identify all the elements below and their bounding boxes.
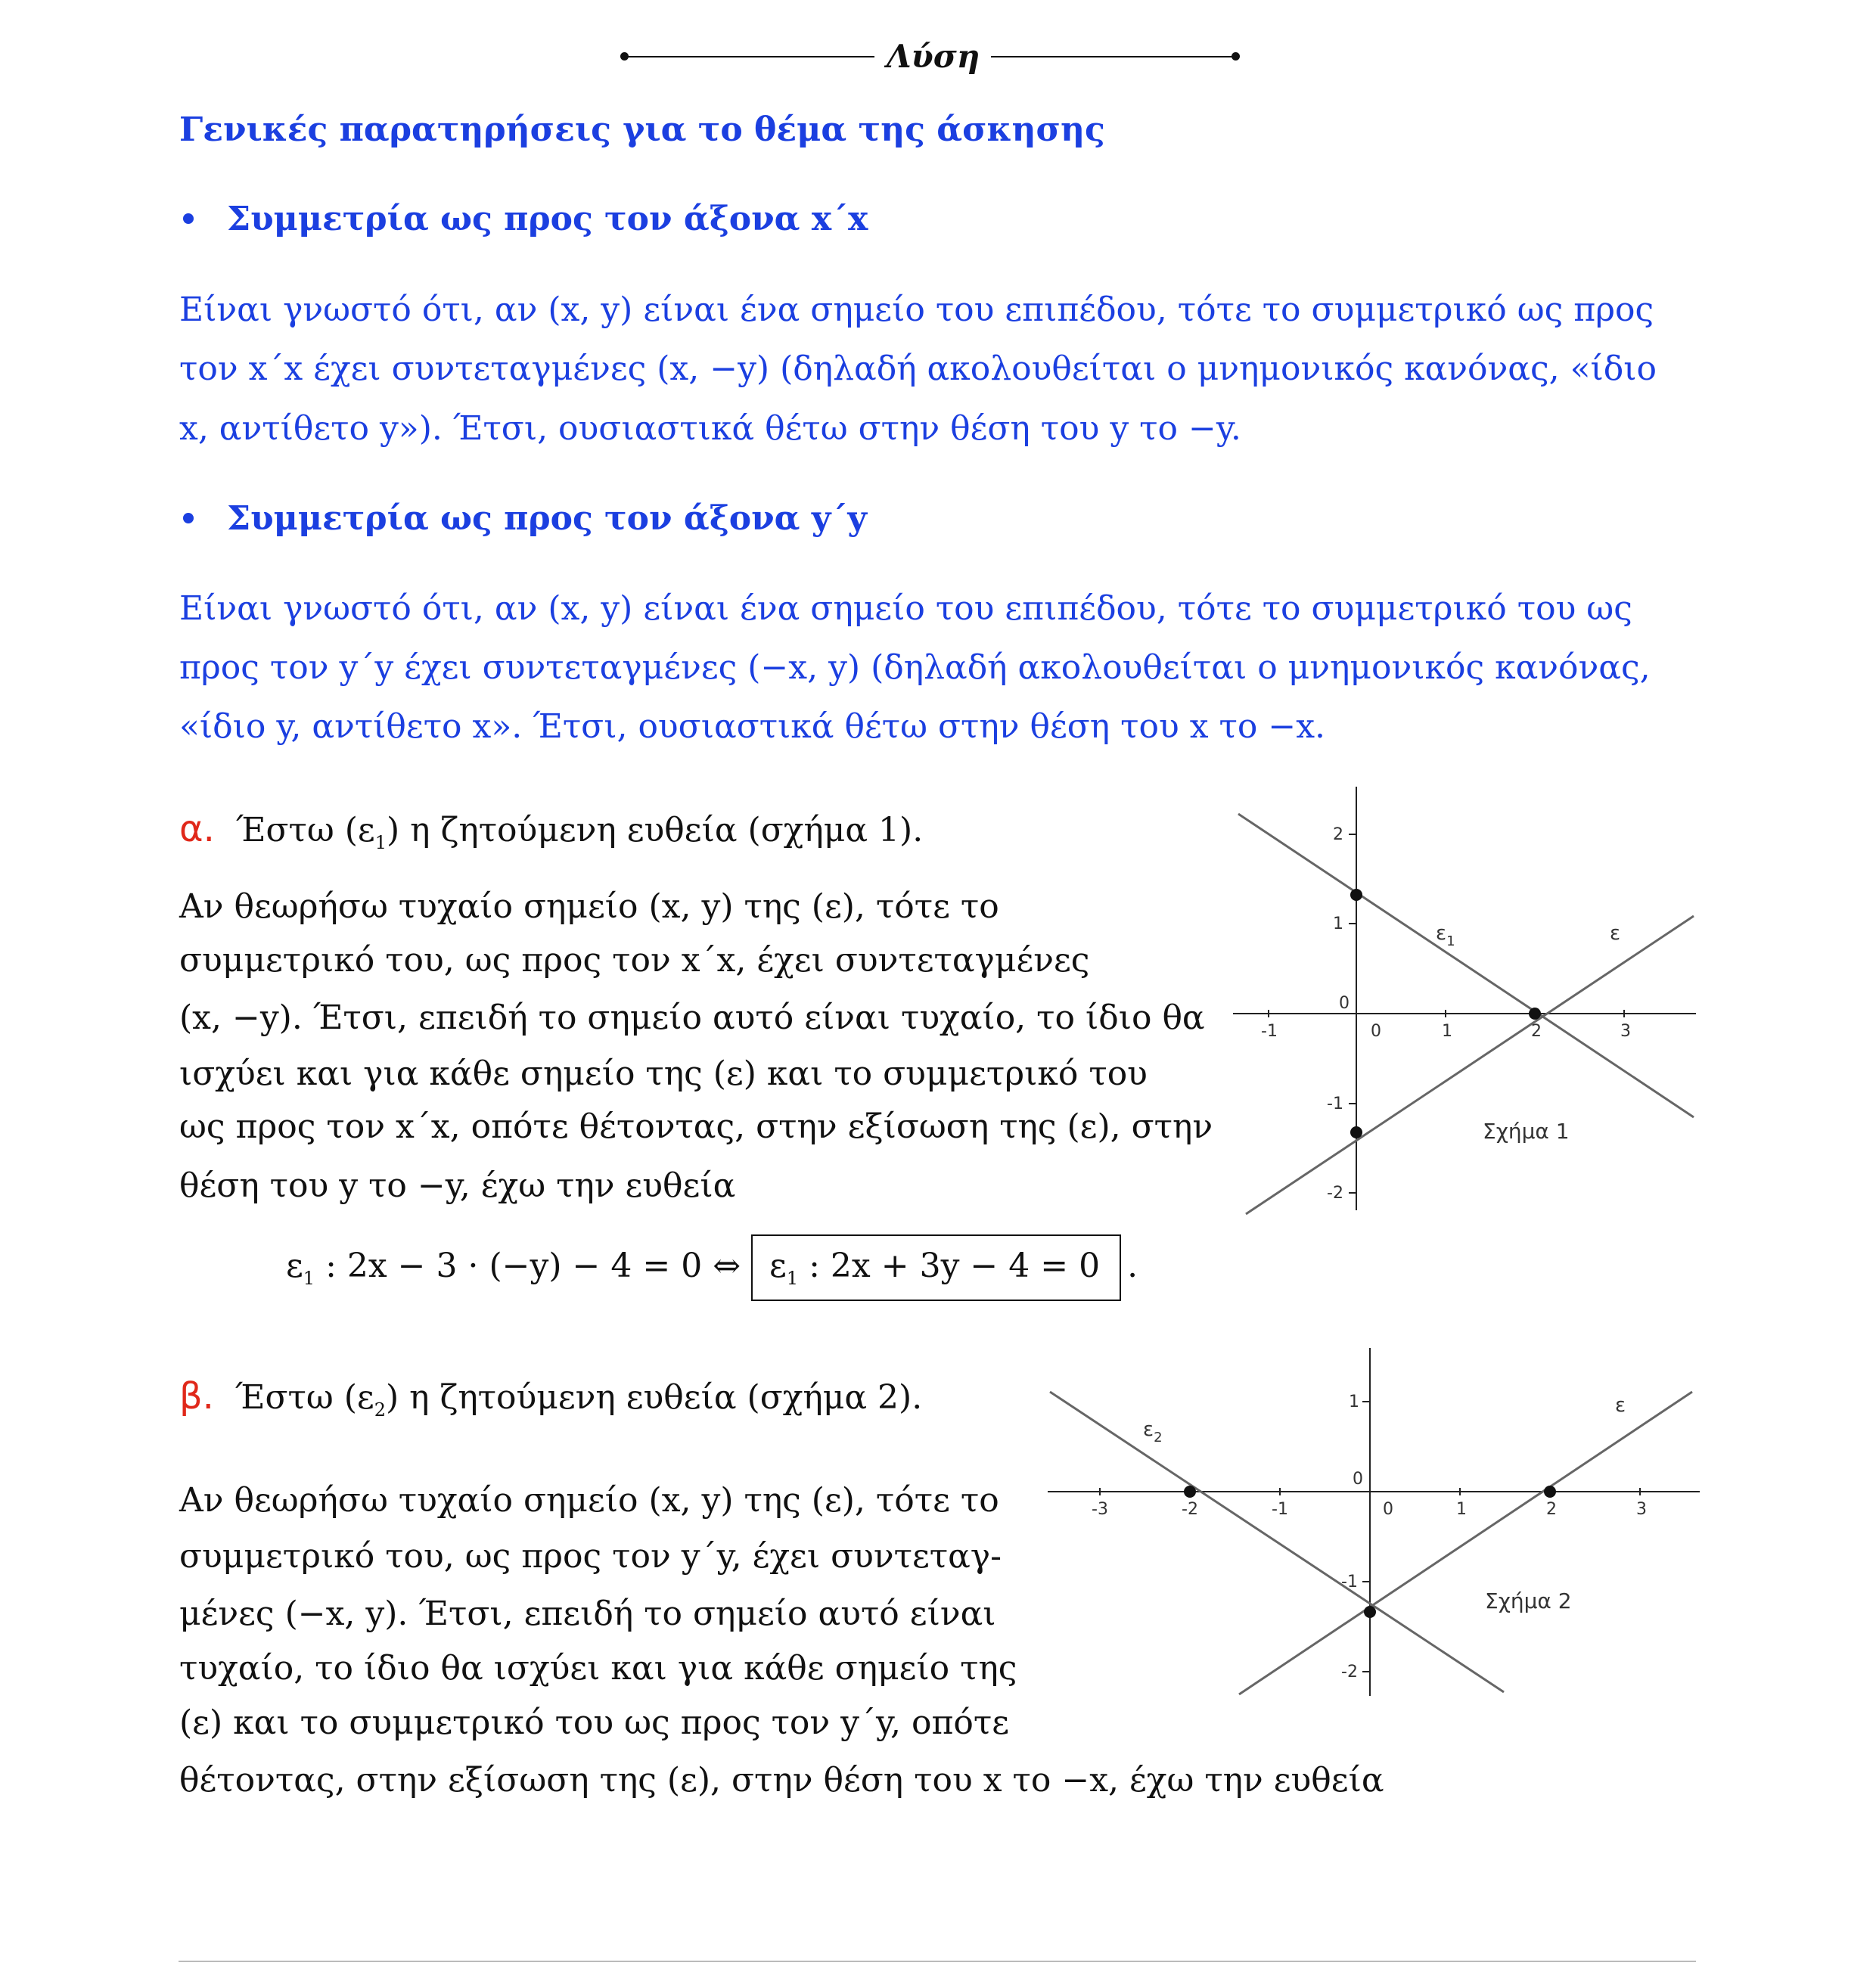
intersection-point [1350, 1126, 1362, 1138]
part-a-line: θέση του y το −y, έχω την ευθεία [179, 1166, 736, 1205]
tick-label: -1 [1341, 1573, 1358, 1591]
footer-rule [179, 1961, 1696, 1962]
line-e1 [1238, 814, 1694, 1117]
part-b-line: τυχαίο, το ίδιο θα ισχύει και για κάθε σημείο της [179, 1649, 1017, 1688]
part-a-line: ως προς τον x΄x, οπότε θέτοντας, στην εξίσωση της (ε), στην [179, 1107, 1213, 1146]
tick-label: -2 [1327, 1184, 1343, 1203]
tick-label: 2 [1333, 825, 1343, 844]
tick-label: 0 [1383, 1500, 1393, 1519]
tick-label: 1 [1333, 915, 1343, 933]
general-title: Γενικές παρατηρήσεις για το θέμα της άσκησης [179, 110, 1105, 149]
heading-right-dot [1232, 52, 1240, 61]
line-e2 [1050, 1392, 1504, 1692]
section-x-line: Είναι γνωστό ότι, αν (x, y) είναι ένα σημείο του επιπέδου, τότε το συμμετρικό ως προς [179, 290, 1654, 329]
part-b-line: μένες (−x, y). Έτσι, επειδή το σημείο αυτό είναι [179, 1595, 996, 1633]
heading-left-rule [625, 56, 874, 57]
intersection-point [1529, 1008, 1541, 1020]
tick-label: -2 [1182, 1500, 1198, 1519]
section-x-title: Συμμετρία ως προς τον άξονα x΄x [227, 200, 868, 238]
part-b-label: β. [179, 1375, 214, 1418]
intersection-point [1364, 1606, 1376, 1618]
tick-label: 2 [1531, 1022, 1542, 1041]
line-e [1239, 1392, 1692, 1694]
equation-e1-boxed: $\varepsilon_1$ : 2x + 3y − 4 = 0 [751, 1234, 1121, 1301]
intersection-point [1184, 1486, 1196, 1498]
part-a-line: Αν θεωρήσω τυχαίο σημείο (x, y) της (ε), τότε το [179, 887, 999, 926]
tick-label: 1 [1349, 1393, 1359, 1411]
tick-label: 2 [1546, 1500, 1557, 1519]
section-y-line: προς τον y΄y έχει συντεταγμένες (−x, y) (δηλαδή ακολουθείται ο μνημονικός κανόνας, [179, 648, 1651, 687]
tick-label: 3 [1620, 1022, 1631, 1041]
line-label-e: ε [1610, 922, 1621, 945]
part-a-label: α. [179, 808, 215, 850]
part-b-line: Αν θεωρήσω τυχαίο σημείο (x, y) της (ε), τότε το [179, 1481, 999, 1520]
tick-label: 0 [1371, 1022, 1381, 1041]
equation-e1: $\varepsilon_1$ : 2x − 3 · (−y) − 4 = 0 ⇔ $\varepsilon_1$ : 2x + 3y − 4 = 0 . [286, 1234, 1138, 1301]
part-b-line: θέτοντας, στην εξίσωση της (ε), στην θέση του x το −x, έχω την ευθεία [179, 1761, 1384, 1800]
line-label-e: ε [1615, 1394, 1626, 1417]
part-a-line: ισχύει και για κάθε σημείο της (ε) και το συμμετρικό του [179, 1054, 1148, 1093]
section-y-line: «ίδιο y, αντίθετο x». Έτσι, ουσιαστικά θέτω στην θέση του x το −x. [179, 707, 1325, 746]
tick-label: 0 [1339, 994, 1350, 1013]
line-label-e1: $\varepsilon_1$ [1436, 922, 1455, 949]
tick-label: 1 [1456, 1500, 1467, 1519]
figure-2-caption: Σχήμα 2 [1485, 1588, 1572, 1613]
part-b-intro: β. Έστω $(\varepsilon_2)$ η ζητούμενη ευθεία (σχήμα 2). [179, 1375, 923, 1421]
intersection-point [1350, 889, 1362, 901]
part-a-line: συμμετρικό του, ως προς τον x΄x, έχει συντεταγμένες [179, 941, 1090, 980]
tick-label: -2 [1341, 1663, 1358, 1682]
heading-title: Λύση [887, 38, 980, 75]
part-a-intro: α. Έστω $(\varepsilon_1)$ η ζητούμενη ευθεία (σχήμα 1). [179, 808, 924, 853]
section-x-line: τον x΄x έχει συντεταγμένες (x, −y) (δηλαδή ακολουθείται ο μνημονικός κανόνας, «ίδιο [179, 349, 1657, 388]
tick-label: -1 [1261, 1022, 1278, 1041]
heading-right-rule [991, 56, 1236, 57]
tick-label: 1 [1442, 1022, 1452, 1041]
part-b-line: συμμετρικό του, ως προς τον y΄y, έχει συντεταγ- [179, 1537, 1002, 1576]
line-label-e2: $\varepsilon_2$ [1143, 1418, 1163, 1446]
section-y-line: Είναι γνωστό ότι, αν (x, y) είναι ένα σημείο του επιπέδου, τότε το συμμετρικό του ως [179, 589, 1632, 628]
solution-heading [620, 38, 1241, 76]
intersection-point [1544, 1486, 1556, 1498]
tick-label: -1 [1272, 1500, 1288, 1519]
part-b-line: (ε) και το συμμετρικό του ως προς τον y΄y, οπότε [179, 1703, 1010, 1742]
tick-label: -1 [1327, 1095, 1343, 1113]
line-e [1246, 916, 1694, 1214]
bullet-icon [183, 513, 194, 523]
part-a-line: (x, −y). Έτσι, επειδή το σημείο αυτό είναι τυχαίο, το ίδιο θα [179, 998, 1205, 1037]
section-y-title: Συμμετρία ως προς τον άξονα y΄y [227, 499, 867, 538]
tick-label: -3 [1092, 1500, 1108, 1519]
figure-1-graph [1233, 787, 1702, 1225]
tick-label: 3 [1636, 1500, 1647, 1519]
tick-label: 0 [1353, 1470, 1363, 1489]
figure-1-caption: Σχήμα 1 [1483, 1119, 1570, 1144]
bullet-icon [183, 213, 194, 224]
section-x-line: x, αντίθετο y»). Έτσι, ουσιαστικά θέτω στην θέση του y το −y. [179, 409, 1241, 448]
figure-2-graph [1048, 1348, 1702, 1703]
